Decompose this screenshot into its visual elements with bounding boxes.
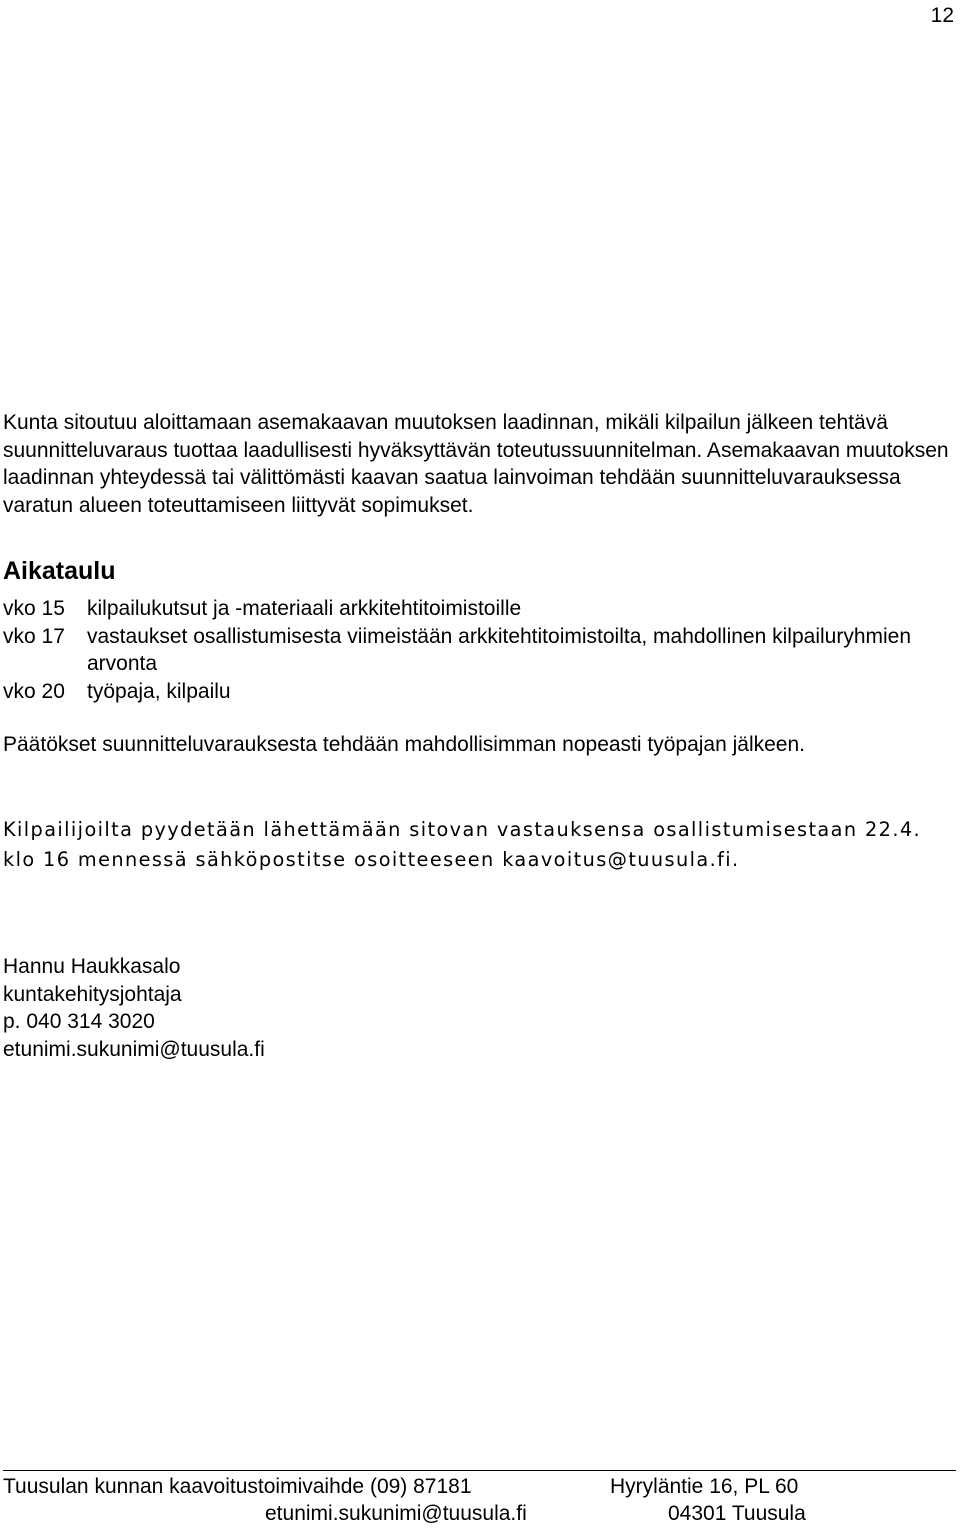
footer-postal-code: 04301 Tuusula (668, 1502, 806, 1525)
schedule-week: vko 20 (3, 679, 65, 703)
schedule-text: vastaukset osallistumisesta viimeistään arkkitehtitoimistoilta, mahdollinen kilpailuryhmien arvonta (87, 624, 912, 675)
signature-block (3, 953, 265, 1063)
schedule-text: työpaja, kilpailu (87, 679, 231, 703)
footer-email: etunimi.sukunimi@tuusula.fi (265, 1502, 527, 1525)
signer-email: etunimi.sukunimi@tuusula.fi (3, 1037, 265, 1061)
request-paragraph: Kilpailijoilta pyydetään lähettämään sitovan vastauksensa osallistumisestaan 22.4. klo 16 mennessä sähköpostitse osoitteeseen kaavoitus@tuusula.fi. (3, 818, 922, 871)
footer-street-address: Hyryläntie 16, PL 60 (610, 1475, 799, 1498)
decision-paragraph: Päätökset suunnitteluvarauksesta tehdään mahdollisimman nopeasti työpajan jälkeen. (3, 733, 805, 756)
page-number: 12 (930, 4, 954, 27)
intro-paragraph: Kunta sitoutuu aloittamaan asemakaavan muutoksen laadinnan, mikäli kilpailun jälkeen tehtävä suunnitteluvaraus tuottaa laadullisesti hyväksyttävän toteutussuunnitelman. Asemakaavan muutoksen laadinnan yhteydessä tai välittömästi kaavan saatua lainvoiman tehdään suunnitteluvarauksessa varatun alueen toteuttamiseen liittyvät sopimukset. (3, 411, 949, 517)
schedule-list (3, 595, 953, 705)
footer-divider (3, 1470, 956, 1471)
footer-switchboard: Tuusulan kunnan kaavoitustoimivaihde (09) 87181 (3, 1475, 472, 1498)
schedule-row (3, 623, 953, 678)
schedule-week: vko 17 (3, 624, 65, 648)
schedule-heading: Aikataulu (3, 557, 116, 585)
signer-name: Hannu Haukkasalo (3, 955, 181, 978)
schedule-row (3, 678, 953, 706)
signer-title: kuntakehitysjohtaja (3, 982, 182, 1006)
schedule-text: kilpailukutsut ja -materiaali arkkitehtitoimistoille (87, 597, 522, 620)
schedule-week: vko 15 (3, 597, 65, 620)
signer-phone: p. 040 314 3020 (3, 1010, 155, 1033)
schedule-row (3, 595, 953, 623)
